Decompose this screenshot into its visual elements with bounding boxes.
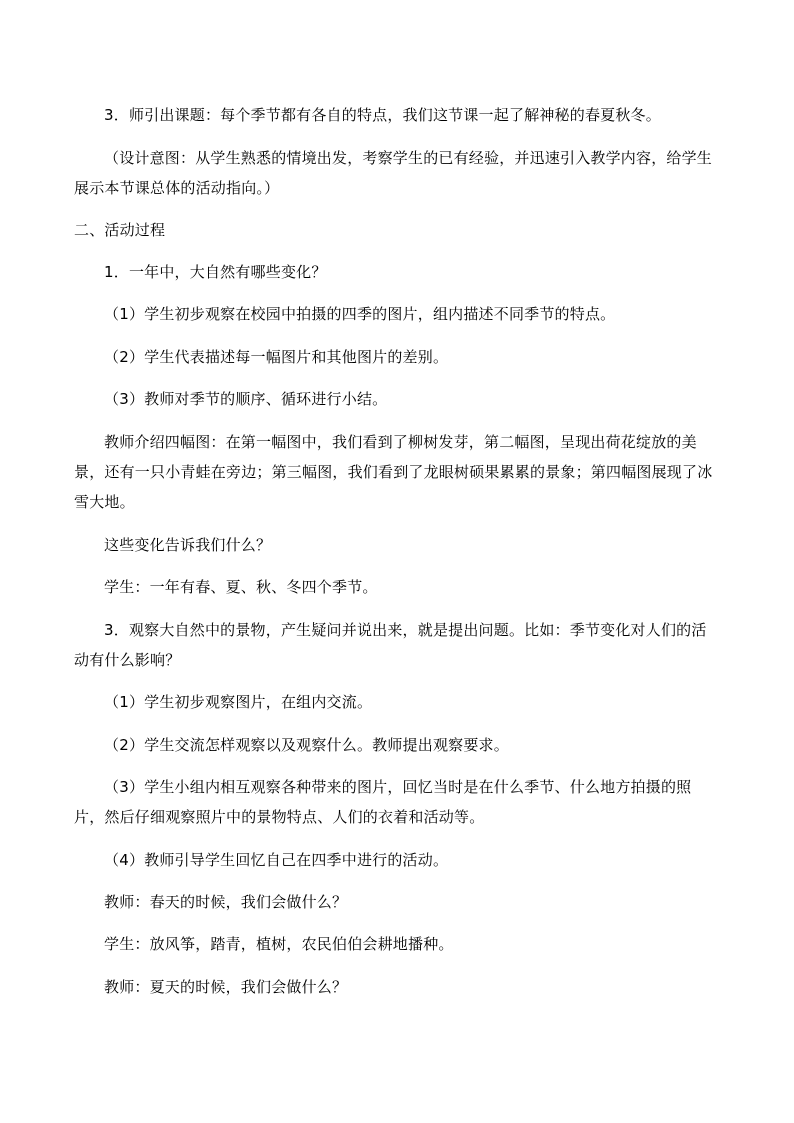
paragraph-observe-step-2: （2）学生交流怎样观察以及观察什么。教师提出观察要求。: [104, 736, 509, 754]
paragraph-design-intent: （设计意图：从学生熟悉的情境出发，考察学生的已有经验，并迅速引入教学内容，给学生展示本节课总体的活动指向。）: [74, 149, 713, 197]
section-heading-activity-process: 二、活动过程: [74, 221, 166, 239]
paragraph-observe-step-4: （4）教师引导学生回忆自己在四季中进行的活动。: [104, 851, 449, 869]
paragraph-step-3: （3）教师对季节的顺序、循环进行小结。: [104, 390, 388, 408]
paragraph-step-1: （1）学生初步观察在校园中拍摄的四季的图片，组内描述不同季节的特点。: [104, 305, 616, 323]
paragraph-observe-step-3: （3）学生小组内相互观察各种带来的图片，回忆当时是在什么季节、什么地方拍摄的照片，然后仔细观察照片中的景物特点、人们的衣着和活动等。: [74, 778, 692, 826]
paragraph-step-2: （2）学生代表描述每一幅图片和其他图片的差别。: [104, 348, 449, 366]
paragraph-teacher-four-pictures: 教师介绍四幅图：在第一幅图中，我们看到了柳树发芽，第二幅图，呈现出荷花绽放的美景，还有一只小青蛙在旁边；第三幅图，我们看到了龙眼树硕果累累的景象；第四幅图展现了冰雪大地。: [74, 433, 713, 511]
paragraph-question-nature-changes: 1．一年中，大自然有哪些变化？: [104, 263, 327, 281]
paragraph-teacher-spring: 教师：春天的时候，我们会做什么？: [104, 893, 348, 911]
paragraph-student-spring-activities: 学生：放风筝，踏青，植树，农民伯伯会耕地播种。: [104, 935, 454, 953]
paragraph-observe-nature: 3．观察大自然中的景物，产生疑问并说出来，就是提出问题。比如：季节变化对人们的活动有什么影响？: [74, 621, 707, 669]
paragraph-student-four-seasons: 学生：一年有春、夏、秋、冬四个季节。: [104, 578, 378, 596]
paragraph-teacher-summer: 教师：夏天的时候，我们会做什么？: [104, 978, 348, 996]
paragraph-question-what-changes-tell: 这些变化告诉我们什么？: [104, 536, 272, 554]
paragraph-observe-step-1: （1）学生初步观察图片，在组内交流。: [104, 693, 373, 711]
paragraph-lesson-topic: 3．师引出课题：每个季节都有各自的特点，我们这节课一起了解神秘的春夏秋冬。: [104, 106, 661, 124]
